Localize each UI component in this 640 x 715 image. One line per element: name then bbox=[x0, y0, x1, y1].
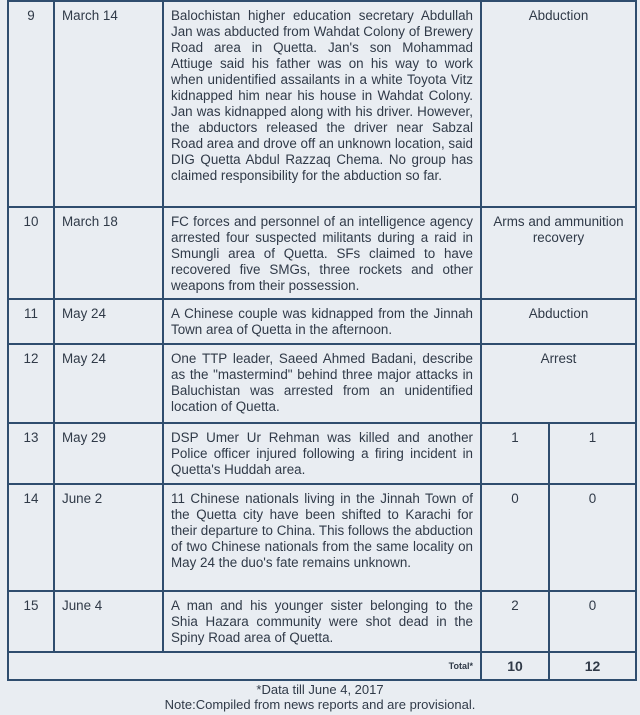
table-row bbox=[8, 591, 636, 652]
table-row bbox=[8, 423, 636, 484]
total-row bbox=[8, 652, 636, 680]
row-wounded-count: 0 bbox=[549, 591, 636, 652]
table-row bbox=[8, 207, 636, 299]
row-number: 13 bbox=[8, 423, 54, 484]
row-date: May 24 bbox=[54, 344, 163, 423]
table-row bbox=[8, 484, 636, 591]
row-description: A man and his younger sister belonging to the Shia Hazara community were shot dead in the Spiny Road area of Quetta. bbox=[163, 591, 481, 652]
row-number: 9 bbox=[8, 1, 54, 207]
row-number: 10 bbox=[8, 207, 54, 299]
data-date-note: *Data till June 4, 2017 bbox=[256, 682, 384, 697]
row-description: One TTP leader, Saeed Ahmed Badani, describe as the "mastermind" behind three major attacks in Baluchistan was arrested from an unidentified location of Quetta. bbox=[163, 344, 481, 423]
table-row bbox=[8, 344, 636, 423]
row-description: DSP Umer Ur Rehman was killed and another Police officer injured following a firing incident in Quetta's Huddah area. bbox=[163, 423, 481, 484]
row-number: 15 bbox=[8, 591, 54, 652]
row-date: March 14 bbox=[54, 1, 163, 207]
row-killed-count: 1 bbox=[481, 423, 549, 484]
total-wounded: 12 bbox=[549, 652, 636, 680]
row-description: FC forces and personnel of an intelligence agency arrested four suspected militants during a raid in Smungli area of Quetta. SFs claimed to have recovered five SMGs, three rockets and other weapons from their possession. bbox=[163, 207, 481, 299]
table-row bbox=[8, 299, 636, 344]
incidents-table-body bbox=[8, 1, 636, 680]
row-description: A Chinese couple was kidnapped from the Jinnah Town area of Quetta in the afternoon. bbox=[163, 299, 481, 344]
row-killed-count: 2 bbox=[481, 591, 549, 652]
incidents-table bbox=[7, 0, 637, 681]
row-incident-type: Abduction bbox=[481, 299, 636, 344]
row-date: May 29 bbox=[54, 423, 163, 484]
row-incident-type: Arms and ammunition recovery bbox=[481, 207, 636, 299]
row-incident-type: Abduction bbox=[481, 1, 636, 207]
table-row bbox=[8, 1, 636, 207]
row-date: June 4 bbox=[54, 591, 163, 652]
total-label: Total* bbox=[8, 652, 481, 680]
row-wounded-count: 0 bbox=[549, 484, 636, 591]
total-killed: 10 bbox=[481, 652, 549, 680]
row-number: 14 bbox=[8, 484, 54, 591]
row-killed-count: 0 bbox=[481, 484, 549, 591]
row-date: June 2 bbox=[54, 484, 163, 591]
row-description: 11 Chinese nationals living in the Jinnah Town of the Quetta city have been shifted to Karachi for their departure to China. This follows the abduction of two Chinese nationals from the same locality on May 24 the duo's fate remains unknown. bbox=[163, 484, 481, 591]
row-date: May 24 bbox=[54, 299, 163, 344]
source-note: Note:Compiled from news reports and are provisional. bbox=[164, 697, 476, 712]
row-wounded-count: 1 bbox=[549, 423, 636, 484]
row-incident-type: Arrest bbox=[481, 344, 636, 423]
row-description: Balochistan higher education secretary Abdullah Jan was abducted from Wahdat Colony of Brewery Road area in Quetta. Jan's son Mohammad Attiuge said his father was on his way to work when unidentified assailants in a white Toyota Vitz kidnapped him near his house in Wahdat Colony. Jan was kidnapped along with his driver. However, the abductors released the driver near Sabzal Road area and drove off an unknown location, said DIG Quetta Abdul Razzaq Chema. No group has claimed responsibility for the abduction so far. bbox=[163, 1, 481, 207]
row-number: 12 bbox=[8, 344, 54, 423]
row-date: March 18 bbox=[54, 207, 163, 299]
row-number: 11 bbox=[8, 299, 54, 344]
